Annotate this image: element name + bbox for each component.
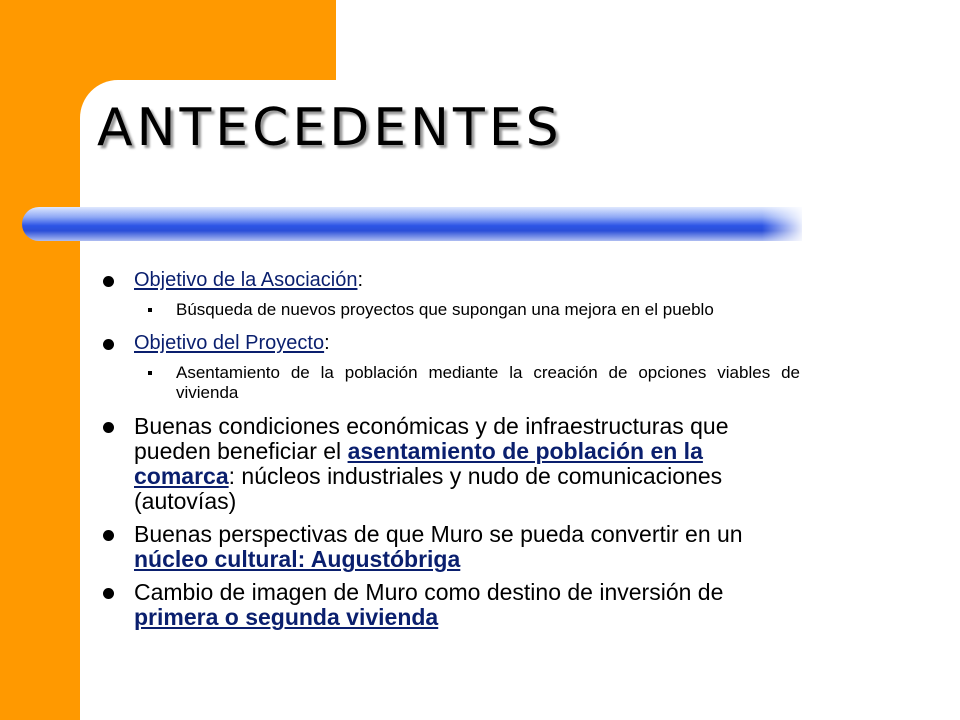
bullet-buenas-perspectivas: Buenas perspectivas de que Muro se pueda convertir en un núcleo cultural: Augustóbriga [100, 522, 800, 572]
bullet-cambio-imagen: Cambio de imagen de Muro como destino de inversión de primera o segunda vivienda [100, 580, 800, 630]
bullet-list [100, 268, 800, 638]
blue-title-bar [22, 207, 802, 241]
bullet-buenas-condiciones: Buenas condiciones económicas y de infraestructuras que pueden beneficiar el asentamiento de población en la comarca: núcleos industriales y nudo de comunicaciones (autovías) [100, 414, 800, 514]
bullet-objetivo-proyecto: Objetivo del Proyecto: [100, 331, 800, 355]
link-nucleo-cultural[interactable]: núcleo cultural: Augustóbriga [134, 546, 461, 572]
link-objetivo-asociacion[interactable]: Objetivo de la Asociación [134, 269, 358, 291]
slide-title: ANTECEDENTES [97, 98, 563, 158]
link-objetivo-proyecto[interactable]: Objetivo del Proyecto [134, 332, 325, 354]
sub-bullet-busqueda: Búsqueda de nuevos proyectos que supongan una mejora en el pueblo [100, 300, 800, 320]
sub-bullet-asentamiento: Asentamiento de la población mediante la creación de opciones viables de vivienda [100, 363, 800, 403]
orange-left-band [0, 0, 80, 720]
link-asentamiento-comarca[interactable]: asentamiento de población en la comarca [134, 438, 703, 489]
bullet-objetivo-asociacion: Objetivo de la Asociación: [100, 268, 800, 292]
link-primera-segunda-vivienda[interactable]: primera o segunda vivienda [134, 604, 439, 630]
